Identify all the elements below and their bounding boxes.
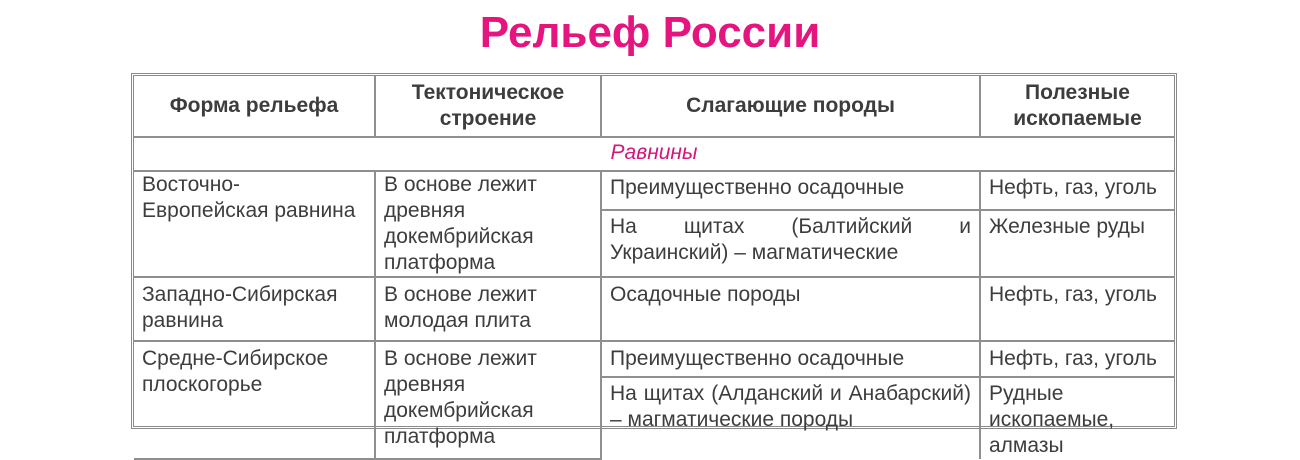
- table-row: [134, 341, 1174, 377]
- table-row: [134, 171, 1174, 210]
- cell-minerals-west-siberian: Нефть, газ, уголь: [980, 277, 1174, 341]
- relief-table: [134, 76, 1174, 460]
- page-title: Рельеф России: [479, 8, 821, 57]
- cell-minerals-central-siberian-2: Рудные ископаемые, алмазы: [980, 377, 1174, 459]
- cell-minerals-east-european-2: Железные руды: [980, 210, 1174, 277]
- cell-form-west-siberian: Западно-Сибирская равнина: [134, 277, 375, 341]
- cell-form-east-european: Восточно-Европейская равнина: [134, 171, 375, 277]
- cell-rocks-central-siberian-1: Преимущественно осадочные: [601, 341, 980, 377]
- cell-minerals-central-siberian-1: Нефть, газ, уголь: [980, 341, 1174, 377]
- cell-tectonic-east-european: В основе лежит древняя докембрийская платформа: [375, 171, 601, 277]
- header-minerals: Полезные ископаемые: [980, 76, 1174, 137]
- table-row: [134, 277, 1174, 341]
- section-label-plains: Равнины: [134, 137, 1174, 171]
- cell-tectonic-central-siberian: В основе лежит древняя докембрийская платформа: [375, 341, 601, 459]
- relief-table-frame: [131, 73, 1177, 457]
- header-relief-form: Форма рельефа: [134, 76, 375, 137]
- cell-minerals-east-european-1: Нефть, газ, уголь: [980, 171, 1174, 210]
- cell-rocks-west-siberian: Осадочные породы: [601, 277, 980, 341]
- cell-rocks-east-european-2: На щитах (Балтийский и Украинский) – магматические: [601, 210, 980, 277]
- header-rocks: Слагающие породы: [601, 76, 980, 137]
- cell-rocks-east-european-1: Преимущественно осадочные: [601, 171, 980, 210]
- header-tectonic-structure: Тектоническое строение: [375, 76, 601, 137]
- cell-tectonic-west-siberian: В основе лежит молодая плита: [375, 277, 601, 341]
- section-row: [134, 137, 1174, 171]
- table-header-row: [134, 76, 1174, 137]
- cell-form-central-siberian: Средне-Сибирское плоскогорье: [134, 341, 375, 459]
- cell-rocks-central-siberian-2: На щитах (Алданский и Анабарский) – магматические породы: [601, 377, 980, 459]
